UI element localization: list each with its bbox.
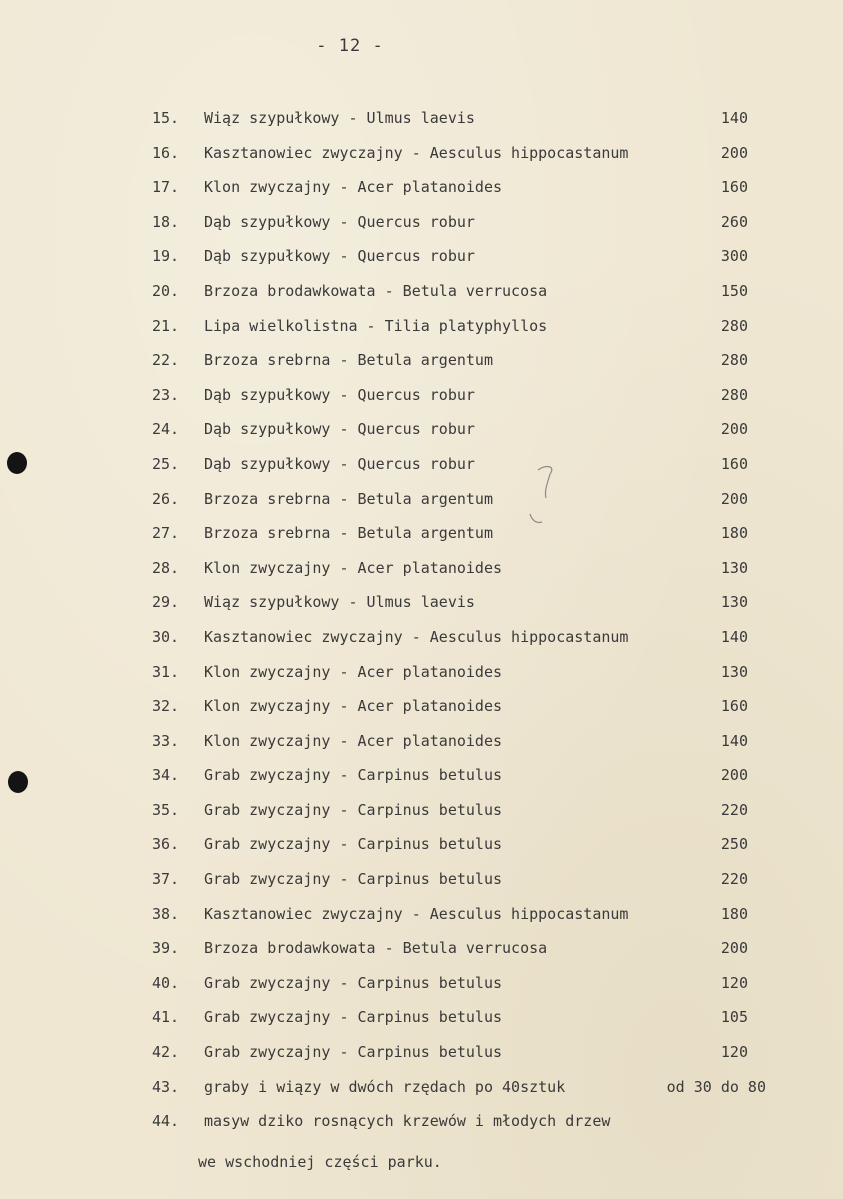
entry-description: Dąb szypułkowy - Quercus robur xyxy=(204,212,475,231)
list-item xyxy=(0,899,843,934)
entry-description: Kasztanowiec zwyczajny - Aesculus hippocastanum xyxy=(204,904,629,923)
entry-value: 200 xyxy=(720,489,748,508)
entry-number: 36. xyxy=(152,835,180,854)
list-item xyxy=(0,172,843,207)
list-item xyxy=(0,795,843,830)
entry-number: 40. xyxy=(152,973,180,992)
entry-description: Grab zwyczajny - Carpinus betulus xyxy=(204,766,503,785)
entry-value: 220 xyxy=(720,800,748,819)
entry-number: 29. xyxy=(152,593,180,612)
entry-value: 130 xyxy=(720,593,748,612)
entry-description: Klon zwyczajny - Acer platanoides xyxy=(204,697,503,716)
entry-description: Klon zwyczajny - Acer platanoides xyxy=(204,178,503,197)
list-item xyxy=(0,553,843,588)
entry-number: 39. xyxy=(152,939,180,958)
entry-value: 105 xyxy=(720,1008,748,1027)
entry-number: 16. xyxy=(152,143,180,162)
list-item xyxy=(0,864,843,899)
entry-number: 25. xyxy=(152,454,180,473)
entry-number: 22. xyxy=(152,351,180,370)
entry-value: 160 xyxy=(720,454,748,473)
list-item xyxy=(0,311,843,346)
entry-value: 200 xyxy=(720,939,748,958)
entry-description: Brzoza srebrna - Betula argentum xyxy=(204,489,493,508)
entry-number: 31. xyxy=(152,662,180,681)
entry-number: 42. xyxy=(152,1043,180,1062)
entry-description: Grab zwyczajny - Carpinus betulus xyxy=(204,1008,503,1027)
entry-number: 23. xyxy=(152,385,180,404)
entry-value: 140 xyxy=(720,109,748,127)
entry-description: Wiąz szypułkowy - Ulmus laevis xyxy=(204,109,475,127)
list-item xyxy=(0,484,843,519)
entry-number: 24. xyxy=(152,420,180,439)
entry-number: 34. xyxy=(152,766,180,785)
entry-description: Klon zwyczajny - Acer platanoides xyxy=(204,662,503,681)
entry-description: Wiąz szypułkowy - Ulmus laevis xyxy=(204,593,475,612)
list-item xyxy=(0,760,843,795)
entry-value: 180 xyxy=(720,524,748,543)
entry-number: 18. xyxy=(152,212,180,231)
entry-number: 30. xyxy=(152,627,180,646)
entry-value: 120 xyxy=(720,973,748,992)
entry-description: Grab zwyczajny - Carpinus betulus xyxy=(204,973,503,992)
entry-number: 27. xyxy=(152,524,180,543)
entry-number: 15. xyxy=(152,109,180,127)
entry-number: 37. xyxy=(152,870,180,889)
page-number: - 12 - xyxy=(316,36,384,56)
list-item xyxy=(0,622,843,657)
entry-value: 130 xyxy=(720,558,748,577)
entry-value: 140 xyxy=(720,627,748,646)
list-item xyxy=(0,103,843,138)
entry-number: 21. xyxy=(152,316,180,335)
list-item xyxy=(0,518,843,553)
entry-description: Brzoza srebrna - Betula argentum xyxy=(204,351,493,370)
entry-value: 160 xyxy=(720,697,748,716)
entry-value: od 30 do 80 xyxy=(666,1077,766,1096)
entry-value: 140 xyxy=(720,731,748,750)
entry-value: 200 xyxy=(720,766,748,785)
entry-value: 180 xyxy=(720,904,748,923)
tree-list xyxy=(0,103,843,1141)
list-item xyxy=(0,1072,843,1107)
entry-value: 200 xyxy=(720,420,748,439)
entry-value: 220 xyxy=(720,870,748,889)
entry-description: Brzoza brodawkowata - Betula verrucosa xyxy=(204,939,548,958)
entry-description: Grab zwyczajny - Carpinus betulus xyxy=(204,1043,503,1062)
list-item xyxy=(0,1002,843,1037)
entry-number: 44. xyxy=(152,1112,180,1131)
entry-value: 280 xyxy=(720,385,748,404)
entry-description: Brzoza srebrna - Betula argentum xyxy=(204,524,493,543)
entry-description: graby i wiązy w dwóch rzędach po 40sztuk xyxy=(204,1077,566,1096)
list-item xyxy=(0,241,843,276)
list-item xyxy=(0,933,843,968)
list-item xyxy=(0,691,843,726)
entry-number: 38. xyxy=(152,904,180,923)
entry-description: Dąb szypułkowy - Quercus robur xyxy=(204,454,475,473)
entry-description: Dąb szypułkowy - Quercus robur xyxy=(204,420,475,439)
entry-number: 41. xyxy=(152,1008,180,1027)
list-item xyxy=(0,207,843,242)
entry-value: 300 xyxy=(720,247,748,266)
list-item xyxy=(0,657,843,692)
entry-description: Kasztanowiec zwyczajny - Aesculus hippocastanum xyxy=(204,627,629,646)
entry-description: Grab zwyczajny - Carpinus betulus xyxy=(204,870,503,889)
entry-number: 19. xyxy=(152,247,180,266)
entry-description: Klon zwyczajny - Acer platanoides xyxy=(204,731,503,750)
entry-number: 32. xyxy=(152,697,180,716)
list-item xyxy=(0,1037,843,1072)
list-item xyxy=(0,587,843,622)
entry-number: 33. xyxy=(152,731,180,750)
entry-description: Dąb szypułkowy - Quercus robur xyxy=(204,247,475,266)
entry-description: masyw dziko rosnących krzewów i młodych drzew xyxy=(204,1112,611,1131)
entry-description: Lipa wielkolistna - Tilia platyphyllos xyxy=(204,316,548,335)
entry-number: 17. xyxy=(152,178,180,197)
entry-value: 130 xyxy=(720,662,748,681)
entry-number: 20. xyxy=(152,281,180,300)
list-item xyxy=(0,380,843,415)
entry-value: 280 xyxy=(720,316,748,335)
entry-number: 35. xyxy=(152,800,180,819)
entry-number: 26. xyxy=(152,489,180,508)
entry-number: 28. xyxy=(152,558,180,577)
list-item xyxy=(0,345,843,380)
entry-value: 120 xyxy=(720,1043,748,1062)
entry-description: Grab zwyczajny - Carpinus betulus xyxy=(204,835,503,854)
list-item xyxy=(0,726,843,761)
entry-continuation: we wschodniej części parku. xyxy=(198,1153,442,1171)
list-item xyxy=(0,968,843,1003)
entry-value: 250 xyxy=(720,835,748,854)
entry-description: Brzoza brodawkowata - Betula verrucosa xyxy=(204,281,548,300)
entry-description: Dąb szypułkowy - Quercus robur xyxy=(204,385,475,404)
entry-description: Kasztanowiec zwyczajny - Aesculus hippocastanum xyxy=(204,143,629,162)
list-item xyxy=(0,449,843,484)
entry-value: 160 xyxy=(720,178,748,197)
entry-value: 200 xyxy=(720,143,748,162)
list-item xyxy=(0,414,843,449)
entry-description: Grab zwyczajny - Carpinus betulus xyxy=(204,800,503,819)
list-item xyxy=(0,1106,843,1141)
list-item xyxy=(0,138,843,173)
entry-value: 280 xyxy=(720,351,748,370)
entry-value: 260 xyxy=(720,212,748,231)
entry-number: 43. xyxy=(152,1077,180,1096)
list-item xyxy=(0,829,843,864)
entry-description: Klon zwyczajny - Acer platanoides xyxy=(204,558,503,577)
entry-value: 150 xyxy=(720,281,748,300)
list-item xyxy=(0,276,843,311)
